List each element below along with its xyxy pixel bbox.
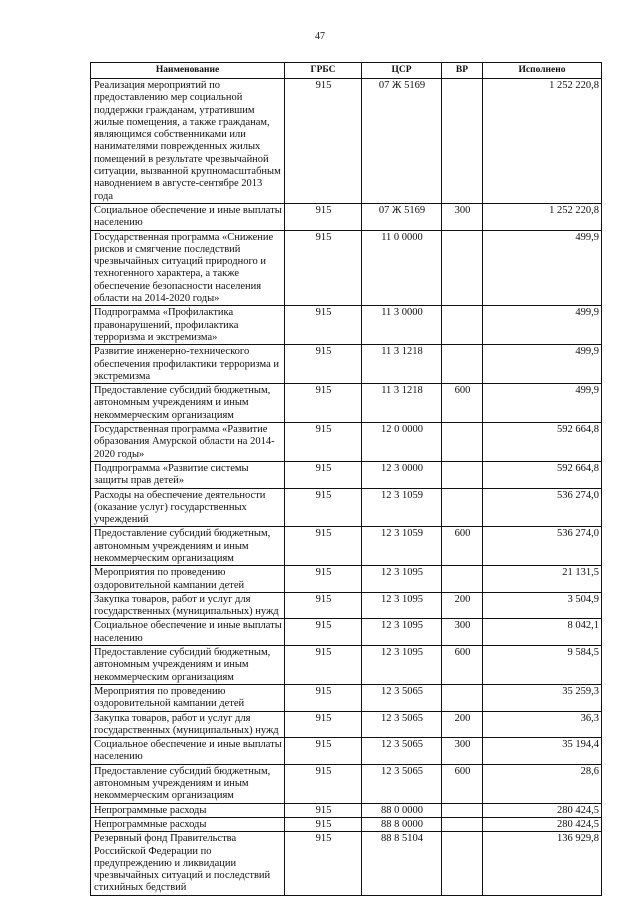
cell-amount: 536 274,0 [483, 488, 602, 527]
cell-amount: 1 252 220,8 [483, 203, 602, 230]
cell-csr: 11 3 1218 [362, 384, 442, 423]
cell-csr: 88 8 0000 [362, 817, 442, 831]
cell-name: Подпрограмма «Профилактика правонарушений, профилактика терроризма и экстремизма» [91, 306, 285, 345]
cell-amount: 35 194,4 [483, 738, 602, 765]
cell-grbs: 915 [285, 832, 362, 895]
cell-csr: 12 3 1095 [362, 619, 442, 646]
cell-name: Предоставление субсидий бюджетным, автономным учреждениям и иным некоммерческим организациям [91, 646, 285, 685]
cell-vr [442, 79, 483, 204]
table-row [91, 684, 602, 711]
cell-grbs: 915 [285, 345, 362, 384]
cell-amount: 1 252 220,8 [483, 79, 602, 204]
cell-csr: 12 3 1095 [362, 592, 442, 619]
cell-name: Закупка товаров, работ и услуг для государственных (муниципальных) нужд [91, 592, 285, 619]
cell-amount: 28,6 [483, 764, 602, 803]
table-row [91, 345, 602, 384]
cell-grbs: 915 [285, 711, 362, 738]
cell-vr [442, 461, 483, 488]
cell-grbs: 915 [285, 619, 362, 646]
cell-name: Предоставление субсидий бюджетным, автономным учреждениям и иным некоммерческим организациям [91, 764, 285, 803]
cell-csr: 88 8 5104 [362, 832, 442, 895]
cell-vr: 600 [442, 384, 483, 423]
header-name: Наименование [91, 63, 285, 79]
table-row [91, 566, 602, 593]
table-row [91, 306, 602, 345]
table-row [91, 527, 602, 566]
header-vr: ВР [442, 63, 483, 79]
cell-name: Реализация мероприятий по предоставлению мер социальной поддержки гражданам, утратившим жилые помещения, а также гражданам, являющимся собственниками или нанимателями поврежденных жилых помещений в результате чрезвычайной ситуации, вызванной крупномасштабным наводнением в августе-сентябре 2013 года [91, 79, 285, 204]
cell-name: Социальное обеспечение и иные выплаты населению [91, 619, 285, 646]
cell-name: Подпрограмма «Развитие системы защиты прав детей» [91, 461, 285, 488]
cell-grbs: 915 [285, 817, 362, 831]
cell-vr [442, 566, 483, 593]
header-grbs: ГРБС [285, 63, 362, 79]
cell-grbs: 915 [285, 306, 362, 345]
cell-vr: 300 [442, 619, 483, 646]
table-body [91, 79, 602, 896]
cell-vr: 200 [442, 592, 483, 619]
table-row [91, 79, 602, 204]
table-row [91, 832, 602, 895]
cell-name: Закупка товаров, работ и услуг для государственных (муниципальных) нужд [91, 711, 285, 738]
cell-vr: 300 [442, 203, 483, 230]
table-row [91, 203, 602, 230]
cell-amount: 8 042,1 [483, 619, 602, 646]
table-row [91, 711, 602, 738]
cell-amount: 3 504,9 [483, 592, 602, 619]
cell-name: Социальное обеспечение и иные выплаты населению [91, 738, 285, 765]
cell-grbs: 915 [285, 684, 362, 711]
cell-name: Резервный фонд Правительства Российской Федерации по предупреждению и ликвидации чрезвычайных ситуаций и последствий стихийных бедствий [91, 832, 285, 895]
cell-amount: 499,9 [483, 306, 602, 345]
cell-amount: 592 664,8 [483, 423, 602, 462]
cell-name: Мероприятия по проведению оздоровительной кампании детей [91, 566, 285, 593]
cell-grbs: 915 [285, 79, 362, 204]
table-row [91, 488, 602, 527]
cell-name: Государственная программа «Снижение рисков и смягчение последствий чрезвычайных ситуаций природного и техногенного характера, а также обеспечение безопасности населения области на 2014-2020 годы» [91, 230, 285, 306]
cell-csr: 12 3 5065 [362, 711, 442, 738]
cell-csr: 12 3 1059 [362, 488, 442, 527]
cell-name: Мероприятия по проведению оздоровительной кампании детей [91, 684, 285, 711]
budget-table [90, 62, 602, 896]
cell-grbs: 915 [285, 488, 362, 527]
table-row [91, 619, 602, 646]
table-row [91, 230, 602, 306]
cell-name: Непрограммные расходы [91, 803, 285, 817]
cell-vr [442, 230, 483, 306]
table-header-row [91, 63, 602, 79]
header-amount: Исполнено [483, 63, 602, 79]
table-row [91, 384, 602, 423]
cell-grbs: 915 [285, 423, 362, 462]
cell-csr: 12 3 0000 [362, 461, 442, 488]
cell-csr: 12 0 0000 [362, 423, 442, 462]
cell-vr: 200 [442, 711, 483, 738]
table-row [91, 803, 602, 817]
cell-csr: 11 3 1218 [362, 345, 442, 384]
cell-grbs: 915 [285, 203, 362, 230]
cell-vr [442, 488, 483, 527]
cell-grbs: 915 [285, 527, 362, 566]
header-csr: ЦСР [362, 63, 442, 79]
cell-vr: 600 [442, 646, 483, 685]
table-row [91, 817, 602, 831]
table-row [91, 646, 602, 685]
cell-grbs: 915 [285, 803, 362, 817]
cell-name: Расходы на обеспечение деятельности (оказание услуг) государственных учреждений [91, 488, 285, 527]
cell-grbs: 915 [285, 592, 362, 619]
cell-vr [442, 684, 483, 711]
cell-vr [442, 423, 483, 462]
cell-csr: 07 Ж 5169 [362, 203, 442, 230]
cell-grbs: 915 [285, 646, 362, 685]
cell-grbs: 915 [285, 764, 362, 803]
cell-amount: 36,3 [483, 711, 602, 738]
cell-csr: 88 0 0000 [362, 803, 442, 817]
cell-vr [442, 803, 483, 817]
cell-name: Предоставление субсидий бюджетным, автономным учреждениям и иным некоммерческим организациям [91, 384, 285, 423]
cell-vr [442, 306, 483, 345]
cell-name: Непрограммные расходы [91, 817, 285, 831]
cell-csr: 11 0 0000 [362, 230, 442, 306]
cell-vr: 300 [442, 738, 483, 765]
table-row [91, 461, 602, 488]
cell-name: Предоставление субсидий бюджетным, автономным учреждениям и иным некоммерческим организациям [91, 527, 285, 566]
table-row [91, 738, 602, 765]
cell-vr: 600 [442, 527, 483, 566]
cell-csr: 07 Ж 5169 [362, 79, 442, 204]
cell-csr: 12 3 1095 [362, 646, 442, 685]
cell-amount: 499,9 [483, 345, 602, 384]
table-row [91, 592, 602, 619]
cell-amount: 9 584,5 [483, 646, 602, 685]
cell-amount: 592 664,8 [483, 461, 602, 488]
cell-amount: 21 131,5 [483, 566, 602, 593]
cell-amount: 136 929,8 [483, 832, 602, 895]
cell-csr: 12 3 5065 [362, 684, 442, 711]
cell-csr: 11 3 0000 [362, 306, 442, 345]
table-row [91, 764, 602, 803]
cell-vr: 600 [442, 764, 483, 803]
cell-name: Социальное обеспечение и иные выплаты населению [91, 203, 285, 230]
cell-grbs: 915 [285, 738, 362, 765]
cell-amount: 280 424,5 [483, 803, 602, 817]
cell-amount: 280 424,5 [483, 817, 602, 831]
cell-vr [442, 345, 483, 384]
cell-grbs: 915 [285, 230, 362, 306]
cell-amount: 536 274,0 [483, 527, 602, 566]
cell-amount: 499,9 [483, 230, 602, 306]
cell-csr: 12 3 5065 [362, 738, 442, 765]
cell-name: Государственная программа «Развитие образования Амурской области на 2014-2020 годы» [91, 423, 285, 462]
table-row [91, 423, 602, 462]
cell-amount: 499,9 [483, 384, 602, 423]
cell-csr: 12 3 1059 [362, 527, 442, 566]
cell-amount: 35 259,3 [483, 684, 602, 711]
cell-grbs: 915 [285, 384, 362, 423]
cell-grbs: 915 [285, 461, 362, 488]
cell-csr: 12 3 5065 [362, 764, 442, 803]
cell-name: Развитие инженерно-технического обеспечения профилактики терроризма и экстремизма [91, 345, 285, 384]
page-number: 47 [315, 31, 325, 42]
cell-vr [442, 832, 483, 895]
cell-vr [442, 817, 483, 831]
cell-csr: 12 3 1095 [362, 566, 442, 593]
cell-grbs: 915 [285, 566, 362, 593]
